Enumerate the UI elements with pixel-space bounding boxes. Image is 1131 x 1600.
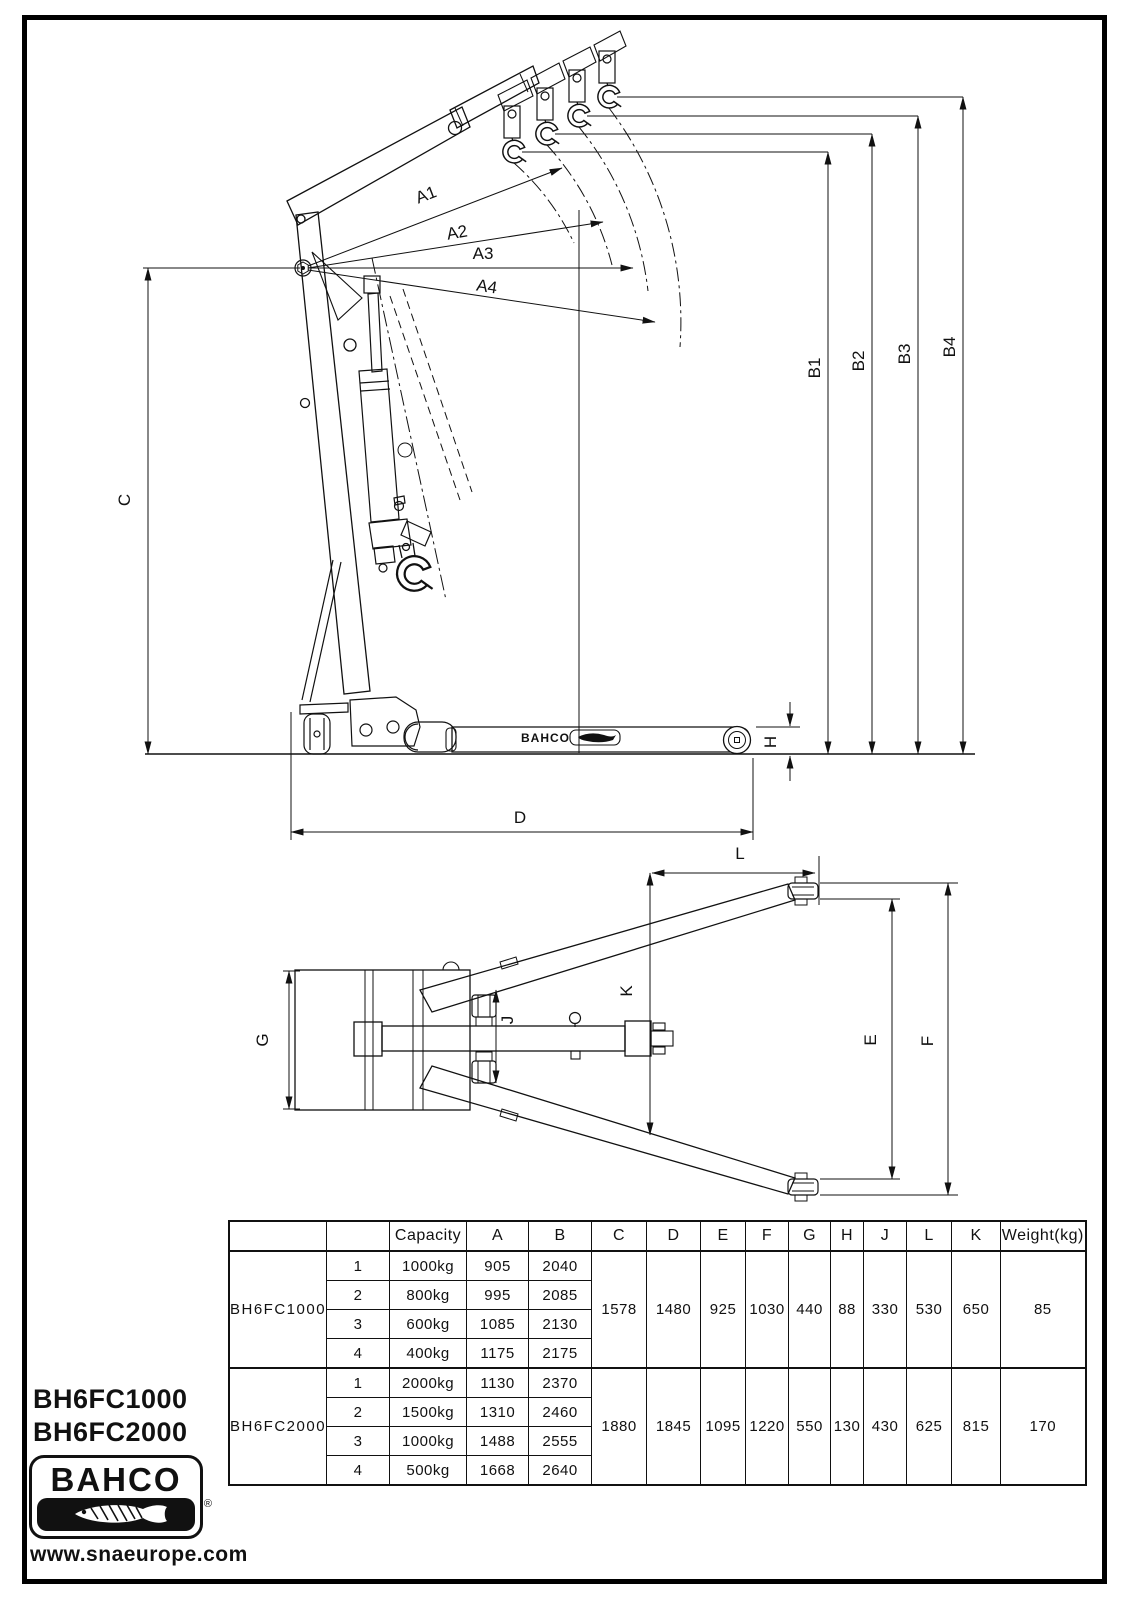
lifting-hooks: [503, 85, 621, 163]
b-cell: 2555: [529, 1427, 592, 1456]
side-view-dimension-labels: [115, 182, 959, 827]
c-cell: 1880: [592, 1368, 647, 1485]
table-header-row: [229, 1221, 1086, 1251]
header-g: G: [789, 1221, 831, 1251]
crane-boom: [287, 31, 626, 225]
b-cell: 2175: [529, 1339, 592, 1369]
capacity-cell: 500kg: [390, 1456, 467, 1486]
hydraulic-cylinder: [359, 276, 431, 572]
b-cell: 2460: [529, 1398, 592, 1427]
rear-caster-wheel: [300, 703, 348, 754]
e-cell: 1095: [701, 1368, 746, 1485]
pos-cell: 3: [327, 1427, 390, 1456]
pos-cell: 2: [327, 1281, 390, 1310]
dim-label-c: C: [115, 493, 134, 507]
e-extension-lines: [820, 899, 900, 1179]
bahco-logo-pill: [37, 1498, 195, 1531]
pos-cell: 4: [327, 1339, 390, 1369]
top-view-legs: [420, 884, 795, 1194]
e-cell: 925: [701, 1251, 746, 1368]
dim-label-d: D: [513, 808, 527, 827]
beam-sticker: [570, 730, 620, 745]
pos-cell: 2: [327, 1398, 390, 1427]
f-extension-lines: [820, 883, 958, 1195]
pos-cell: 1: [327, 1368, 390, 1398]
a-cell: 1175: [467, 1339, 529, 1369]
bahco-logo: [29, 1455, 212, 1539]
c-cell: 1578: [592, 1251, 647, 1368]
product-codes: [33, 1383, 188, 1449]
a-cell: 1310: [467, 1398, 529, 1427]
header-b: B: [529, 1221, 592, 1251]
l-cell: 625: [907, 1368, 952, 1485]
a-cell: 905: [467, 1251, 529, 1281]
b-cell: 2085: [529, 1281, 592, 1310]
dim-label-l: L: [735, 844, 745, 863]
model-cell: BH6FC1000: [229, 1251, 327, 1368]
pos-cell: 1: [327, 1251, 390, 1281]
header-j: J: [864, 1221, 907, 1251]
h-cell: 130: [831, 1368, 864, 1485]
g-extension-lines: [283, 971, 300, 1109]
capacity-cell: 1000kg: [390, 1427, 467, 1456]
dim-label-k: K: [617, 985, 636, 997]
b-cell: 2640: [529, 1456, 592, 1486]
capacity-cell: 1500kg: [390, 1398, 467, 1427]
a-cell: 1085: [467, 1310, 529, 1339]
top-view-drawing: [295, 877, 818, 1201]
model-cell: BH6FC2000: [229, 1368, 327, 1485]
a-cell: 995: [467, 1281, 529, 1310]
header-l: L: [907, 1221, 952, 1251]
crane-mast: [296, 212, 370, 694]
l-cell: 530: [907, 1251, 952, 1368]
dim-label-e: E: [861, 1034, 880, 1046]
dim-label-a3: A3: [472, 244, 494, 263]
main-hook-assembly: [397, 543, 433, 591]
top-view-outer-wheels: [788, 877, 818, 1201]
top-view-inner-wheels: [472, 995, 496, 1083]
table-row: [229, 1368, 1086, 1398]
pos-cell: 3: [327, 1310, 390, 1339]
header-k: K: [952, 1221, 1001, 1251]
dim-label-f: F: [918, 1035, 937, 1047]
d-cell: 1480: [647, 1251, 701, 1368]
bahco-logo-text: BAHCO: [50, 1461, 182, 1498]
dim-label-b3: B3: [895, 343, 914, 365]
a-cell: 1668: [467, 1456, 529, 1486]
dim-label-h: H: [761, 735, 780, 749]
table-row: [229, 1251, 1086, 1281]
dim-label-b2: B2: [849, 350, 868, 372]
capacity-cell: 800kg: [390, 1281, 467, 1310]
website-url: www.snaeurope.com: [30, 1543, 248, 1566]
registered-mark: ®: [203, 1498, 212, 1510]
base-weldment: [350, 697, 456, 752]
header-f: F: [746, 1221, 789, 1251]
dim-label-a1: A1: [412, 182, 440, 208]
rear-support-strut: [302, 560, 341, 702]
header-blank-pos: [327, 1221, 390, 1251]
front-wheel: [724, 727, 751, 754]
header-blank-model: [229, 1221, 327, 1251]
product-code-2: BH6FC2000: [33, 1417, 188, 1447]
capacity-cell: 400kg: [390, 1339, 467, 1369]
h-cell: 88: [831, 1251, 864, 1368]
header-a: A: [467, 1221, 529, 1251]
top-view-dimension-labels: [253, 844, 937, 1047]
header-d: D: [647, 1221, 701, 1251]
j-cell: 330: [864, 1251, 907, 1368]
g-cell: 550: [789, 1368, 831, 1485]
beam-sticker-text: BAHCO: [521, 731, 570, 745]
header-capacity: Capacity: [390, 1221, 467, 1251]
dim-label-a2: A2: [445, 221, 469, 244]
product-code-1: BH6FC1000: [33, 1384, 188, 1414]
bahco-fish-icon: [37, 1498, 201, 1531]
header-c: C: [592, 1221, 647, 1251]
dim-label-j: J: [498, 1015, 517, 1025]
k-cell: 650: [952, 1251, 1001, 1368]
header-weight: Weight(kg): [1001, 1221, 1086, 1251]
k-cell: 815: [952, 1368, 1001, 1485]
pos-cell: 4: [327, 1456, 390, 1486]
capacity-cell: 600kg: [390, 1310, 467, 1339]
f-cell: 1220: [746, 1368, 789, 1485]
a-cell: 1488: [467, 1427, 529, 1456]
j-cell: 430: [864, 1368, 907, 1485]
capacity-cell: 2000kg: [390, 1368, 467, 1398]
boom-swing-arcs: [514, 108, 681, 347]
capacity-cell: 1000kg: [390, 1251, 467, 1281]
side-view-dimensions: [143, 97, 963, 840]
weight-cell: 85: [1001, 1251, 1086, 1368]
side-view-drawing: [145, 31, 975, 754]
header-e: E: [701, 1221, 746, 1251]
dim-label-g: G: [253, 1033, 272, 1047]
g-cell: 440: [789, 1251, 831, 1368]
a-cell: 1130: [467, 1368, 529, 1398]
b-cell: 2370: [529, 1368, 592, 1398]
dim-label-a4: A4: [475, 275, 499, 298]
d-cell: 1845: [647, 1368, 701, 1485]
weight-cell: 170: [1001, 1368, 1086, 1485]
dim-label-b1: B1: [805, 357, 824, 379]
dim-label-b4: B4: [940, 336, 959, 358]
folded-position-dashed: [372, 258, 472, 600]
spec-table: [228, 1220, 1087, 1486]
header-h: H: [831, 1221, 864, 1251]
f-cell: 1030: [746, 1251, 789, 1368]
b-cell: 2040: [529, 1251, 592, 1281]
b-cell: 2130: [529, 1310, 592, 1339]
